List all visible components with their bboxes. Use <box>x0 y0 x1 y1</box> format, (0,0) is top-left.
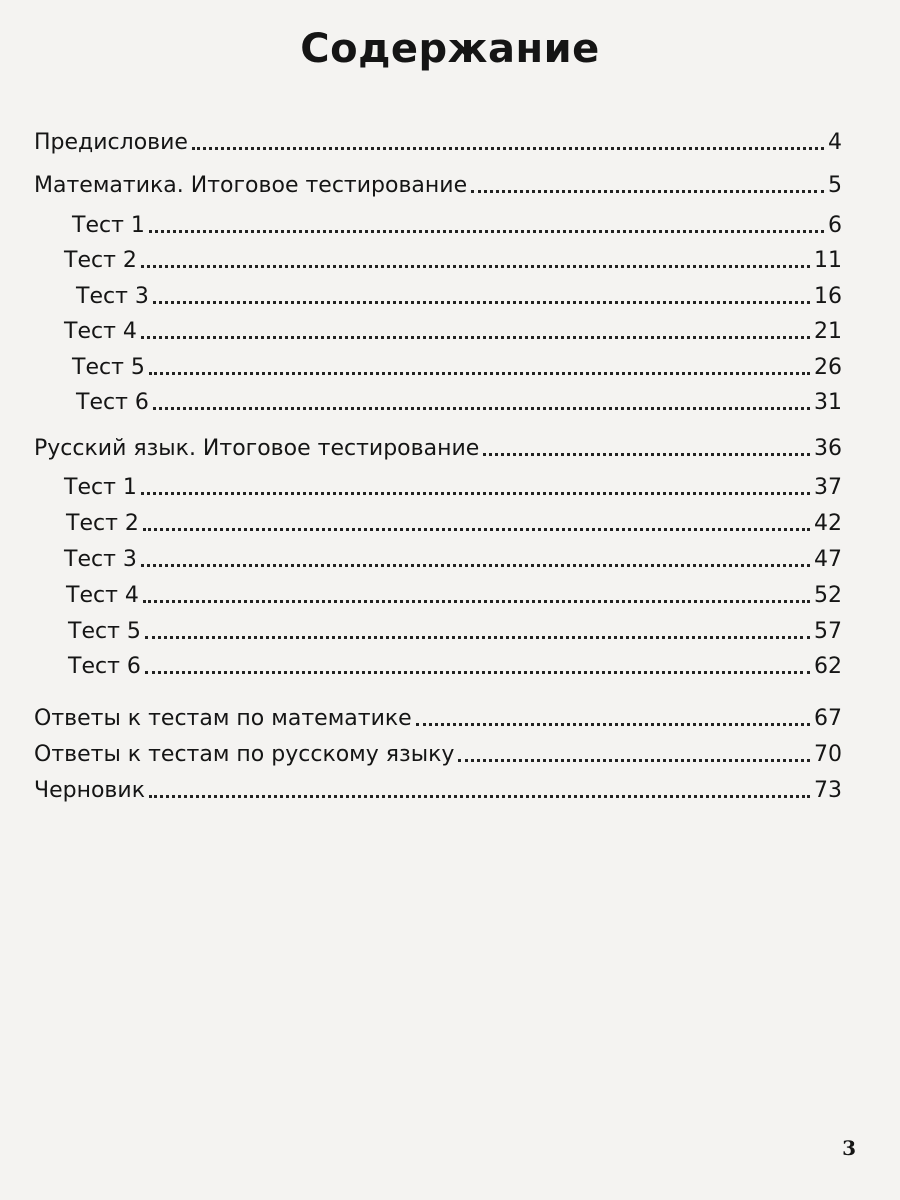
toc-entry-math-answers <box>0 696 900 732</box>
toc-entry-russian-test-2 <box>0 501 900 537</box>
toc-entry-label: Тест 2 <box>64 248 137 273</box>
toc-entry-russian-answers <box>0 732 900 768</box>
toc-entry-math-test-6 <box>0 380 900 416</box>
toc-entry-page: 26 <box>814 355 842 380</box>
dot-leader <box>145 671 810 674</box>
dot-leader <box>143 600 810 603</box>
toc-entry-label: Ответы к тестам по математике <box>34 706 412 731</box>
toc-entry-label: Предисловие <box>34 130 188 155</box>
toc-entry-math-test-5 <box>0 345 900 381</box>
toc-entry-page: 21 <box>814 319 842 344</box>
toc-entry-page: 36 <box>814 436 842 461</box>
toc-entry-page: 73 <box>814 778 842 803</box>
dot-leader <box>145 636 810 639</box>
page-number: 3 <box>842 1136 856 1160</box>
dot-leader <box>141 265 810 268</box>
toc-entry-page: 57 <box>814 619 842 644</box>
toc-entry-page: 37 <box>814 475 842 500</box>
dot-leader <box>153 301 810 304</box>
toc-entry-preface <box>0 120 900 156</box>
dot-leader <box>141 564 810 567</box>
toc-entry-label: Тест 6 <box>68 654 141 679</box>
toc-entry-label: Тест 3 <box>64 547 137 572</box>
page-title: Содержание <box>300 26 600 72</box>
toc-entry-page: 62 <box>814 654 842 679</box>
toc-entry-label: Математика. Итоговое тестирование <box>34 173 468 198</box>
toc-entry-label: Тест 1 <box>72 213 145 238</box>
toc-entry-page: 52 <box>814 583 842 608</box>
toc-entry-label: Тест 5 <box>68 619 141 644</box>
toc-entry-math-test-1 <box>0 203 900 239</box>
toc-entry-russian-test-4 <box>0 573 900 609</box>
dot-leader <box>416 723 810 726</box>
dot-leader <box>149 372 810 375</box>
toc-entry-page: 47 <box>814 547 842 572</box>
dot-leader <box>149 795 810 798</box>
dot-leader <box>149 230 824 233</box>
toc-entry-label: Тест 4 <box>66 583 139 608</box>
toc-entry-page: 42 <box>814 511 842 536</box>
toc-entry-page: 16 <box>814 284 842 309</box>
toc-entry-russian <box>0 426 900 462</box>
toc-entry-label: Тест 4 <box>64 319 137 344</box>
dot-leader <box>141 336 810 339</box>
toc-entry-label: Черновик <box>34 778 145 803</box>
dot-leader <box>458 759 810 762</box>
toc-entry-page: 4 <box>828 130 842 155</box>
toc-entry-math <box>0 163 900 199</box>
dot-leader <box>471 190 824 193</box>
toc-entry-russian-test-5 <box>0 609 900 645</box>
toc-entry-math-test-4 <box>0 309 900 345</box>
dot-leader <box>192 147 824 150</box>
toc-entry-label: Тест 3 <box>76 284 149 309</box>
toc-entry-label: Тест 6 <box>76 390 149 415</box>
dot-leader <box>153 407 810 410</box>
toc-entry-label: Тест 2 <box>66 511 139 536</box>
toc-entry-math-test-3 <box>0 274 900 310</box>
toc-entry-page: 67 <box>814 706 842 731</box>
toc-entry-page: 5 <box>828 173 842 198</box>
toc-entry-page: 70 <box>814 742 842 767</box>
toc-entry-draft <box>0 768 900 804</box>
dot-leader <box>483 453 810 456</box>
toc-entry-math-test-2 <box>0 238 900 274</box>
toc-entry-page: 11 <box>814 248 842 273</box>
toc-entry-page: 31 <box>814 390 842 415</box>
toc-entry-russian-test-6 <box>0 644 900 680</box>
toc-entry-label: Тест 5 <box>72 355 145 380</box>
dot-leader <box>143 528 810 531</box>
dot-leader <box>141 492 810 495</box>
toc-entry-russian-test-1 <box>0 465 900 501</box>
toc-entry-label: Тест 1 <box>64 475 137 500</box>
toc-entry-russian-test-3 <box>0 537 900 573</box>
toc-entry-label: Ответы к тестам по русскому языку <box>34 742 455 767</box>
toc-entry-label: Русский язык. Итоговое тестирование <box>34 436 480 461</box>
toc-entry-page: 6 <box>828 213 842 238</box>
